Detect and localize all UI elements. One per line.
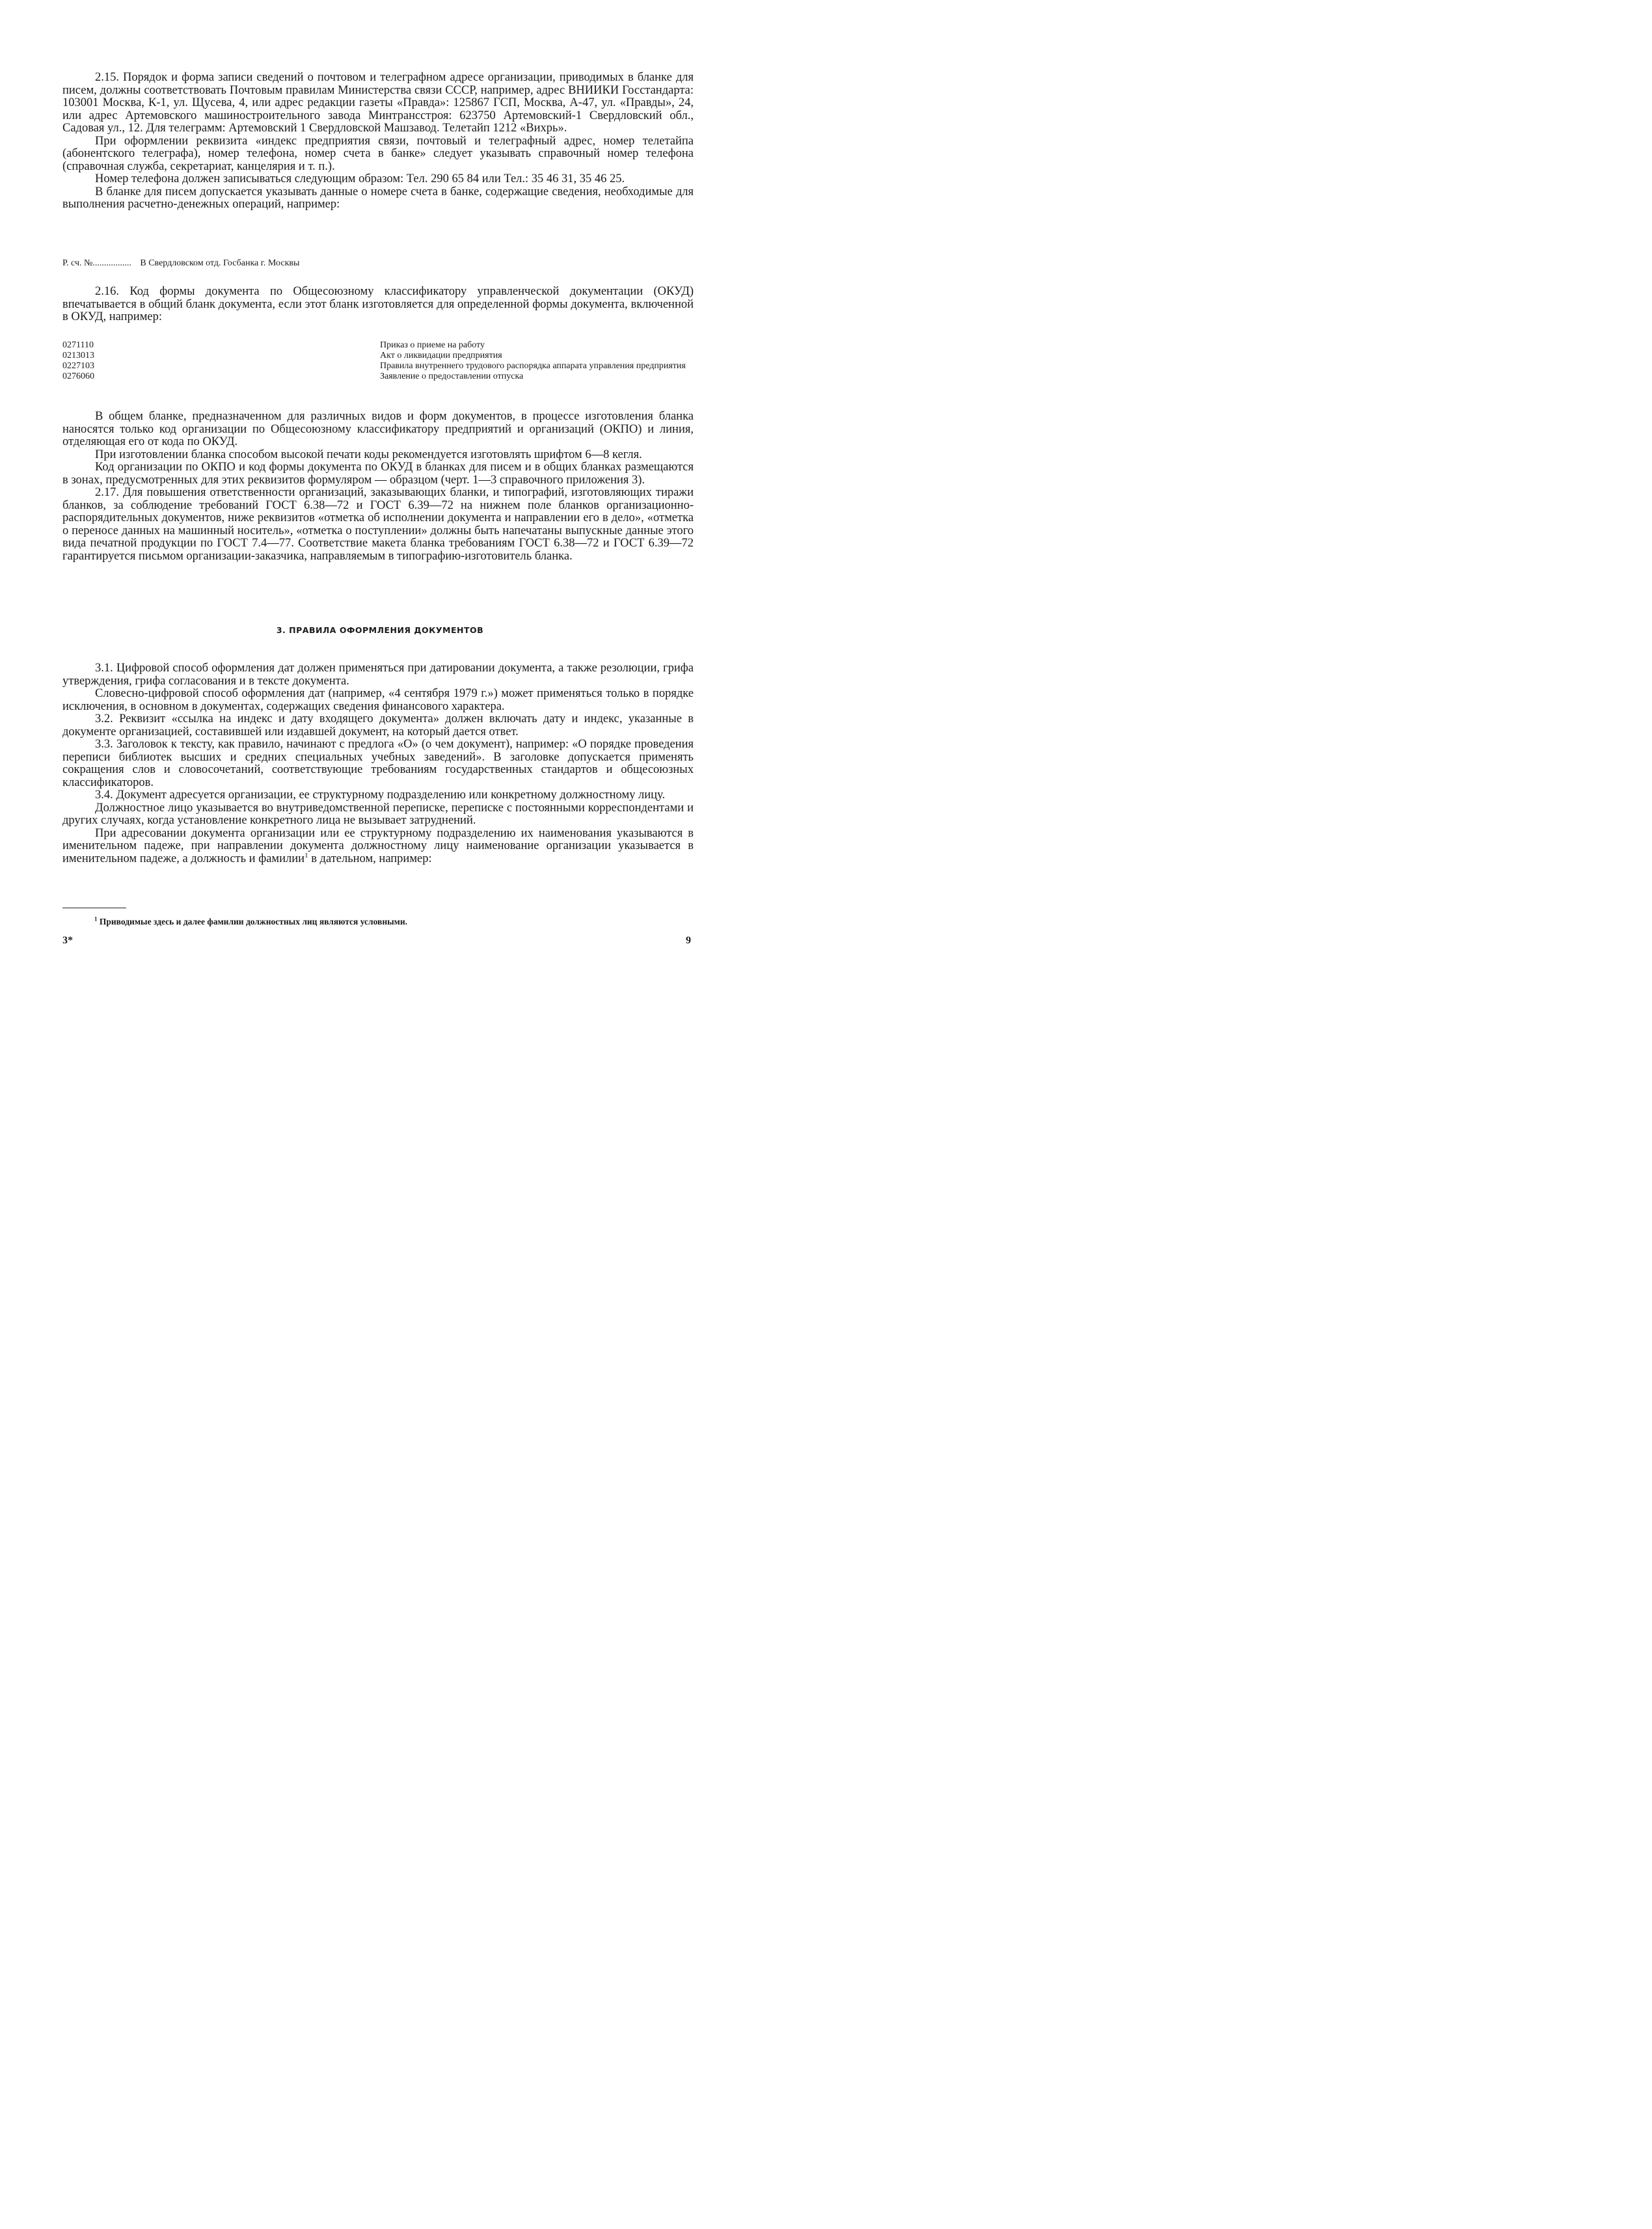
paragraph: При оформлении реквизита «индекс предприятия связи, почтовый и телеграфный адрес, номер телетайпа (абонентского телеграфа), номер телефона, номер счета в банке» следует указывать справочный номер телефона (справочная служба, секретариат, канцелярия и т. п.). <box>62 134 694 173</box>
form-name: Приказ о приеме на работу <box>380 340 485 350</box>
bank-account-text: В Свердловском отд. Госбанка г. Москвы <box>140 258 300 268</box>
document-page <box>0 0 760 1025</box>
paragraph: 2.16. Код формы документа по Общесоюзному классификатору управленческой документации (ОКУД) впечатывается в общий бланк документа, если этот бланк изготовляется для определенной формы документа, включенной в ОКУД, например: <box>62 285 694 323</box>
section-2-15 <box>62 72 694 211</box>
footnote-ref: 1 <box>305 851 308 859</box>
text-run: в дательном, например: <box>308 852 432 865</box>
section-2-16-continued <box>62 411 694 563</box>
footnote-text: Приводимые здесь и далее фамилии должностных лиц являются условными. <box>97 917 407 926</box>
section-heading: 3. ПРАВИЛА ОФОРМЛЕНИЯ ДОКУМЕНТОВ <box>276 625 484 635</box>
signature-mark: 3* <box>62 935 73 946</box>
okud-code: 0227103 <box>62 361 94 371</box>
okud-code: 0276060 <box>62 372 94 381</box>
paragraph: 3.1. Цифровой способ оформления дат должен применяться при датировании документа, а также резолюции, грифа утверждения, грифа согласования и в тексте документа. <box>62 662 694 688</box>
paragraph <box>62 828 694 866</box>
form-name: Заявление о предоставлении отпуска <box>380 372 524 381</box>
paragraph: В бланке для писем допускается указывать данные о номере счета в банке, содержащие сведения, необходимые для выполнения расчетно-денежных операций, например: <box>62 185 694 211</box>
footnote <box>94 917 407 927</box>
paragraph: 3.2. Реквизит «ссылка на индекс и дату входящего документа» должен включать дату и индекс, указанные в документе организацией, составившей или издавшей документ, на который дается ответ. <box>62 712 694 738</box>
form-name: Правила внутреннего трудового распорядка аппарата управления предприятия <box>380 361 686 371</box>
bank-account-label: Р. сч. №................. <box>62 258 131 268</box>
paragraph: Должностное лицо указывается во внутриведомственной переписке, переписке с постоянными корреспондентами и других случаях, когда установление конкретного лица не вызывает затруднений. <box>62 801 694 827</box>
form-name: Акт о ликвидации предприятия <box>380 351 502 360</box>
paragraph: 3.3. Заголовок к тексту, как правило, начинают с предлога «О» (о чем документ), например: «О порядке проведения переписи библиотек высших и средних специальных учебных заведений». В заголовке допускается применять сокращения слов и словосочетаний, соответствующие требованиям государственных стандартов и общесоюзных классификаторов. <box>62 738 694 789</box>
list-item <box>62 372 694 382</box>
okud-code: 0271110 <box>62 340 94 350</box>
paragraph-2-17: 2.17. Для повышения ответственности организаций, заказывающих бланки, и типографий, изготовляющих тиражи бланков, за соблюдение требований ГОСТ 6.38—72 и ГОСТ 6.39—72 на нижнем поле бланков организационно-распорядительных документов, ниже реквизитов «отметка об исполнении документа и направлении его в дело», «отметка о переносе данных на машинный носитель», «отметка о поступлении» должны быть напечатаны выпускные данные этого вида печатной продукции по ГОСТ 7.4—77. Соответствие макета бланка требованиям ГОСТ 6.38—72 и ГОСТ 6.39—72 гарантируется письмом организации-заказчика, направляемым в типографию-изготовитель бланка. <box>62 486 694 563</box>
bank-account-example <box>62 258 306 269</box>
paragraph: Код организации по ОКПО и код формы документа по ОКУД в бланках для писем и в общих бланках размещаются в зонах, предусмотренных для этих реквизитов формуляром — образцом (черт. 1—3 справочного приложения 3). <box>62 461 694 487</box>
okud-codes-list <box>62 340 694 382</box>
text-run: При адресовании документа организации или ее структурному подразделению их наименования указываются в именительном падеже, при направлении документа должностному лицу наименование организации указывается в именительном падеже, а должность и фамилии <box>62 826 694 865</box>
paragraph: При изготовлении бланка способом высокой печати коды рекомендуется изготовлять шрифтом 6—8 кегля. <box>95 448 642 461</box>
list-item <box>62 361 694 372</box>
list-item <box>62 351 694 361</box>
paragraph: В общем бланке, предназначенном для различных видов и форм документов, в процессе изготовления бланка наносятся только код организации по Общесоюзному классификатору предприятий и организаций (ОКПО) и линия, отделяющая его от кода по ОКУД. <box>62 410 694 448</box>
okud-code: 0213013 <box>62 351 94 360</box>
section-3 <box>62 662 694 865</box>
paragraph: Номер телефона должен записываться следующим образом: Тел. 290 65 84 или Тел.: 35 46 31, 35 46 25. <box>95 172 625 185</box>
page-number: 9 <box>686 935 691 946</box>
section-2-16 <box>62 286 694 324</box>
list-item <box>62 340 694 351</box>
paragraph: Словесно-цифровой способ оформления дат (например, «4 сентября 1979 г.») может применяться только в порядке исключения, в основном в документах, содержащих сведения финансового характера. <box>62 687 694 713</box>
paragraph: 2.15. Порядок и форма записи сведений о почтовом и телеграфном адресе организации, приводимых в бланке для писем, должны соответствовать Почтовым правилам Министерства связи СССР, например, адрес ВНИИКИ Госстандарта: 103001 Москва, К-1, ул. Щусева, 4, или адрес редакции газеты «Правда»: 125867 ГСП, Москва, А-47, ул. «Правды», 24, или адрес Артемовского машиностроительного завода Минтрансстроя: 623750 Артемовский-1 Свердловский обл., Садовая ул., 12. Для телеграмм: Артемовский 1 Свердловской Машзавод. Телетайп 1212 «Вихрь». <box>62 71 694 135</box>
footnote-mark: 1 <box>94 915 98 923</box>
paragraph: 3.4. Документ адресуется организации, ее структурному подразделению или конкретному должностному лицу. <box>95 789 666 802</box>
